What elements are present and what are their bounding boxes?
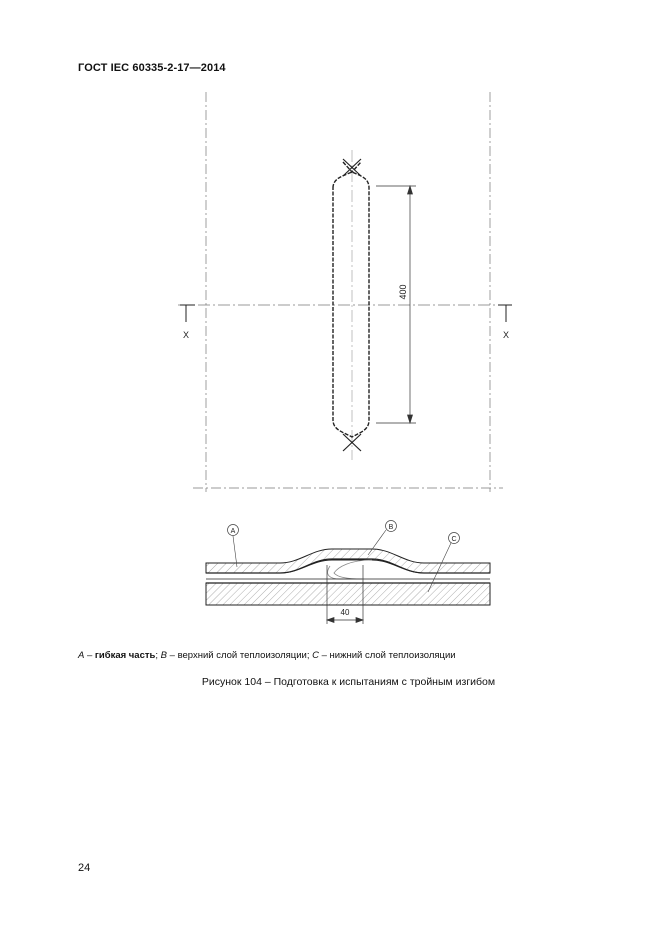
plan-view-frame xyxy=(193,92,503,492)
legend-a-letter: A xyxy=(78,650,85,661)
dimension-400 xyxy=(376,186,416,423)
dimension-length-label: 400 xyxy=(398,284,408,300)
section-line-x xyxy=(178,305,512,322)
section-mark-left: X xyxy=(183,330,190,340)
legend-b-letter: B xyxy=(160,650,167,661)
flexible-part-outline xyxy=(333,162,369,437)
section-mark-right: X xyxy=(503,330,510,340)
legend-a-end: ; xyxy=(155,650,161,661)
figure-legend xyxy=(78,650,456,661)
flexible-part-tongue xyxy=(328,560,372,579)
page-number: 24 xyxy=(78,862,91,874)
legend-b-text: верхний слой теплоизоляции; xyxy=(177,650,313,661)
legend-b-sep: – xyxy=(167,650,178,661)
document-header: ГОСТ IEC 60335-2-17—2014 xyxy=(78,62,226,74)
dimension-overlap-label: 40 xyxy=(340,608,350,617)
callout-b-label: B xyxy=(388,524,394,531)
cross-section-view xyxy=(206,521,490,625)
legend-c-sep: – xyxy=(318,650,330,661)
legend-c-letter: C xyxy=(312,650,319,661)
legend-c-text: нижний слой теплоизоляции xyxy=(329,650,456,661)
callout-a-label: A xyxy=(230,528,236,535)
legend-a-sep: – xyxy=(84,650,95,661)
upper-insulation-layer xyxy=(206,549,490,573)
figure-caption: Рисунок 104 – Подготовка к испытаниям с тройным изгибом xyxy=(201,676,496,688)
callout-c-label: C xyxy=(451,536,457,543)
lower-insulation-layer xyxy=(206,583,490,605)
legend-a-text: гибкая часть xyxy=(94,650,156,661)
